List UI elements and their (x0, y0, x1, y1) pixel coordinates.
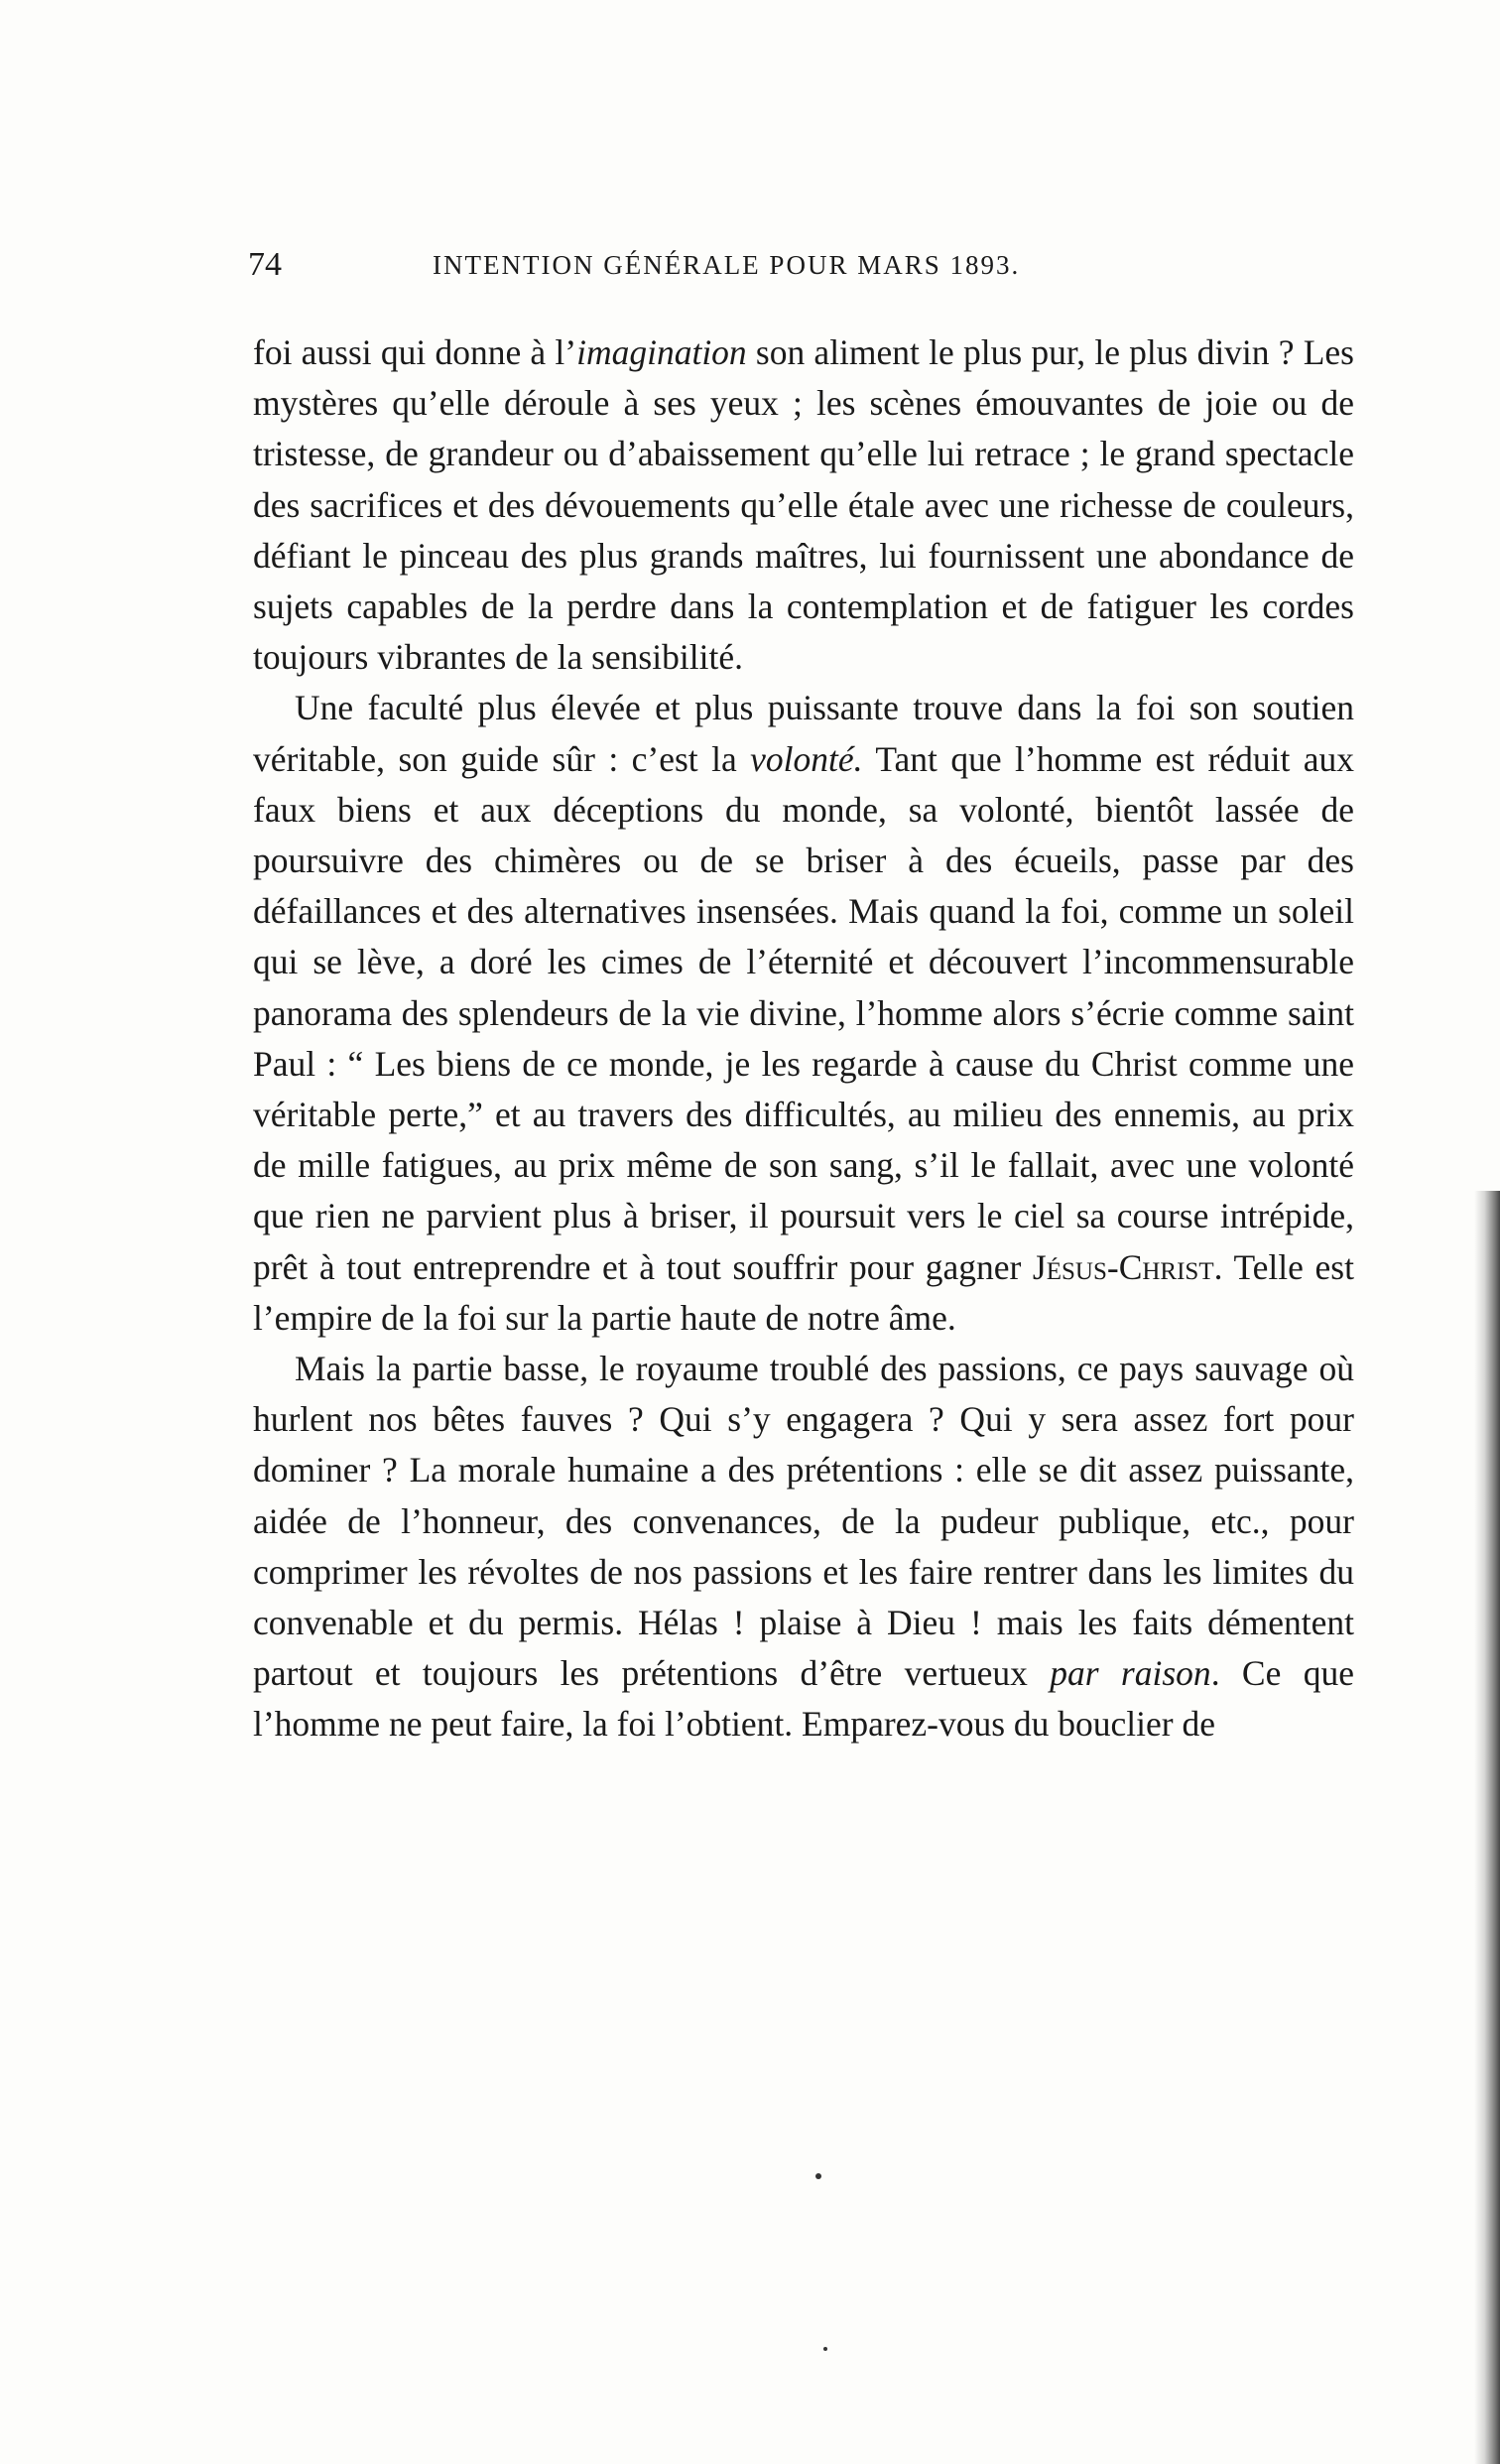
italic-segment: par raison (1050, 1653, 1211, 1694)
text-segment: Une faculté plus élevée et plus puissante trouve dans la foi son soutien véritable, son guide sûr : c’est la (253, 688, 1354, 779)
text-segment: son aliment le plus pur, le plus divin ? Les mystères qu’elle déroule à ses yeux ; les scènes émouvantes de joie ou de tristesse, de grandeur ou d’abaissement qu’elle lui retrace ; le grand spectacle des sacrifices et des dévouements qu’elle étale avec une richesse de couleurs, défiant le pinceau des plus grands maîtres, lui fournissent une abondance de sujets capables de la perdre dans la contemplation et de fatiguer les cordes toujours vibrantes de la sensibilité. (253, 332, 1354, 678)
ink-speck (823, 2347, 827, 2351)
text-segment: Mais la partie basse, le royaume troublé des passions, ce pays sauvage où hurlent nos bêtes fauves ? Qui s’y engagera ? Qui y sera assez fort pour dominer ? La morale humaine a des prétentions : elle se dit assez puissante, aidée de l’honneur, des convenances, de la pudeur publique, etc., pour comprimer les révoltes de nos passions et les faire rentrer dans les limites du convenable et du permis. Hélas ! plaise à Dieu ! mais les faits démentent partout et toujours les prétentions d’être vertueux (253, 1349, 1354, 1694)
paragraph-1 (253, 327, 1354, 683)
body-text (253, 327, 1354, 1751)
text-segment: . Telle est l’empire de la foi sur la partie haute de notre âme. (253, 1246, 1354, 1338)
italic-segment: volonté. (750, 738, 863, 779)
ink-speck (815, 2173, 821, 2179)
page-number: 74 (248, 246, 282, 283)
text-segment: . Ce que l’homme ne peut faire, la foi l’obtient. Emparez-vous du bouclier de (253, 1653, 1354, 1745)
page-header (248, 246, 1359, 290)
text-segment: Tant que l’homme est réduit aux faux biens et aux déceptions du monde, sa volonté, bientôt lassée de poursuivre des chimères ou de se briser à des écueils, passe par des défaillances et des alternatives insensées. Mais quand la foi, comme un soleil qui se lève, a doré les cimes de l’éternité et découvert l’incommensurable panorama des splendeurs de la vie divine, l’homme alors s’écrie comme saint Paul : “ Les biens de ce monde, je les regarde à cause du Christ comme une véritable perte,” et au travers des difficultés, au milieu des ennemis, au prix de mille fatigues, au prix même de son sang, s’il le fallait, avec une volonté que rien ne parvient plus à briser, il poursuit vers le ciel sa course intrépide, prêt à tout entreprendre et à tout souffrir pour gagner (253, 738, 1355, 1287)
text-segment: foi aussi qui donne à l’ (253, 332, 577, 372)
running-head: INTENTION GÉNÉRALE POUR MARS 1893. (433, 250, 1021, 280)
scan-shadow-edge (1474, 1191, 1500, 2464)
paragraph-3 (253, 1344, 1354, 1751)
smallcaps-segment: Jésus-Christ (1032, 1246, 1214, 1287)
italic-segment: imagination (576, 332, 747, 372)
paragraph-2 (253, 683, 1354, 1344)
